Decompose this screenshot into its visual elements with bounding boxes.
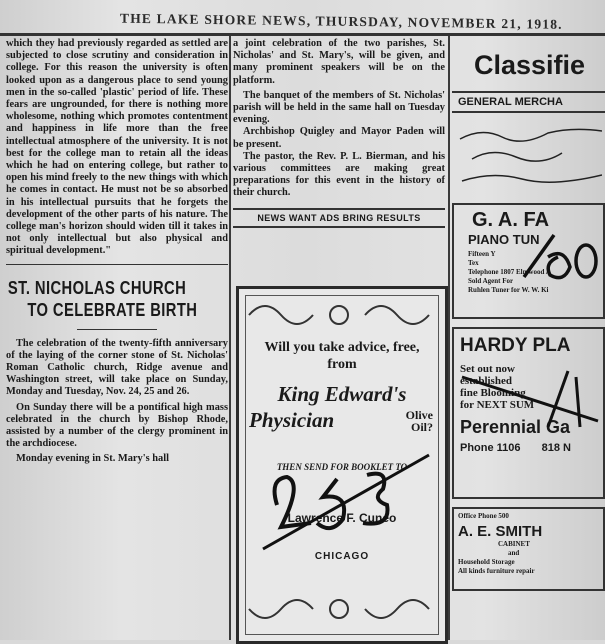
ad-brand-line-2: Physician: [249, 408, 335, 432]
classified-subhead: GENERAL MERCHA: [452, 91, 605, 113]
hardy-ad-line-4: for NEXT SUM: [460, 399, 535, 411]
ad-olive-oil-text: Olive Oil?: [405, 408, 433, 434]
headline-line-1: ST. NICHOLAS CHURCH: [7, 277, 187, 298]
smith-ad-line-1: CABINET: [498, 540, 530, 548]
col2-paragraph-3: Archbishop Quigley and Mayor Paden will be present.: [233, 126, 445, 150]
column-2: [233, 38, 445, 638]
hardy-ad-phone: Phone 1106: [460, 442, 521, 454]
column-3: [452, 38, 605, 638]
headline-line-2: TO CELEBRATE BIRTH: [27, 299, 198, 320]
masthead-rule: [0, 33, 605, 36]
article-divider: [6, 264, 228, 265]
piano-ad-head: G. A. FA: [472, 209, 550, 231]
ad-advice-text: Will you take advice, free, from: [264, 340, 420, 372]
col2-paragraph-4: The pastor, the Rev. P. L. Bierman, and his various committees are making great preparations for this event in the history of their church.: [233, 150, 445, 199]
continued-article-text: which they had previously regarded as settled are subjected to close scrutiny and consideration in college. For this reason the university is often looked upon as a dangerous place to send young men in the so-called 'plastic' period of life. These fears are ungrounded, for there is nothing more wholesome, nothing which promotes contentment and happiness in life more than the free intellectual atmosphere of the university. It is not best for the college man to retain all the ideas which he had on entering college, but rather to open his mind freely to the new things with which he comes in contact. He must not be so absorbed in his intellectual pursuits that he forgets the development of the other parts of his nature. The college man's horizon should widen till it takes in not only intellectual but also physical and spiritual development.": [6, 38, 228, 257]
olive-oil-advertisement: [236, 286, 448, 644]
hardy-ad-contact: [454, 438, 603, 454]
smith-ad-phone: Office Phone 500: [458, 512, 509, 520]
column-rule-2: [448, 36, 450, 640]
ad-brand-line-1: King Edward's: [277, 382, 407, 406]
classified-title: Classifie: [474, 50, 586, 80]
headline-rule: [77, 329, 157, 330]
col2-paragraph-1: a joint celebration of the two parishes, St. Nicholas' and St. Mary's, will be given, and many prominent speakers will be on the platform.: [233, 38, 445, 86]
smith-ad-line-3: Household Storage: [458, 558, 515, 566]
smith-ad-line-4: All kinds furniture repair: [458, 567, 535, 575]
piano-ad-line-2: Tex: [468, 259, 479, 267]
piano-ad-line-3: Telephone 1807 Elmwood A: [468, 268, 551, 276]
hardy-ad-line-1: Set out now: [460, 363, 516, 375]
piano-ad-line-1: Fifteen Y: [468, 250, 496, 258]
column-1: [6, 38, 228, 638]
hardy-ad-address: 818 N: [541, 442, 571, 454]
hardy-ad-head: HARDY PLA: [460, 335, 571, 356]
ad-booklet-text: THEN SEND FOR BOOKLET TO: [276, 462, 408, 472]
smith-ad-line-2: and: [508, 549, 520, 557]
piano-ad-line-4: Sold Agent For: [468, 277, 514, 285]
hardy-ad-line-2: established: [460, 375, 512, 387]
cabinet-maker-ad: [452, 507, 605, 591]
piano-ad-sub: PIANO TUN: [468, 232, 540, 247]
smith-ad-head: A. E. SMITH: [458, 523, 543, 540]
ad-city: CHICAGO: [314, 551, 370, 562]
hardy-plants-ad: [452, 327, 605, 499]
page-masthead: THE LAKE SHORE NEWS, THURSDAY, NOVEMBER 21, 1918.: [120, 10, 563, 32]
piano-ad-line-5: Ruhlen Tuner for W. W. Ki: [468, 286, 549, 294]
want-ads-banner: NEWS WANT ADS BRING RESULTS: [233, 208, 445, 228]
column-rule-1: [229, 36, 231, 640]
article-paragraph-2: On Sunday there will be a pontifical high mass celebrated in the church by Bishop Rhode, assisted by a number of the clergy prominent in the archdiocese.: [6, 401, 228, 450]
ad-advertiser-name: Lawrence F. Cuneo: [287, 511, 397, 525]
piano-tuner-ad: [452, 203, 605, 319]
hardy-ad-line-5: Perennial Ga: [460, 417, 571, 437]
article-paragraph-1: The celebration of the twenty-fifth anniversary of the laying of the corner stone of St. Nicholas' Roman Catholic church, Ridge avenue and Washington street, will take place on Sunday, Monday and Tuesday, Nov. 24, 25 and 26.: [6, 337, 228, 398]
col2-paragraph-2: The banquet of the members of St. Nicholas' parish will be held in the same hall on Tuesday evening.: [233, 89, 445, 126]
handwritten-note-icon: [452, 119, 602, 195]
article-paragraph-3: Monday evening in St. Mary's hall: [16, 453, 169, 465]
hardy-ad-line-3: fine Blooming: [460, 387, 526, 399]
